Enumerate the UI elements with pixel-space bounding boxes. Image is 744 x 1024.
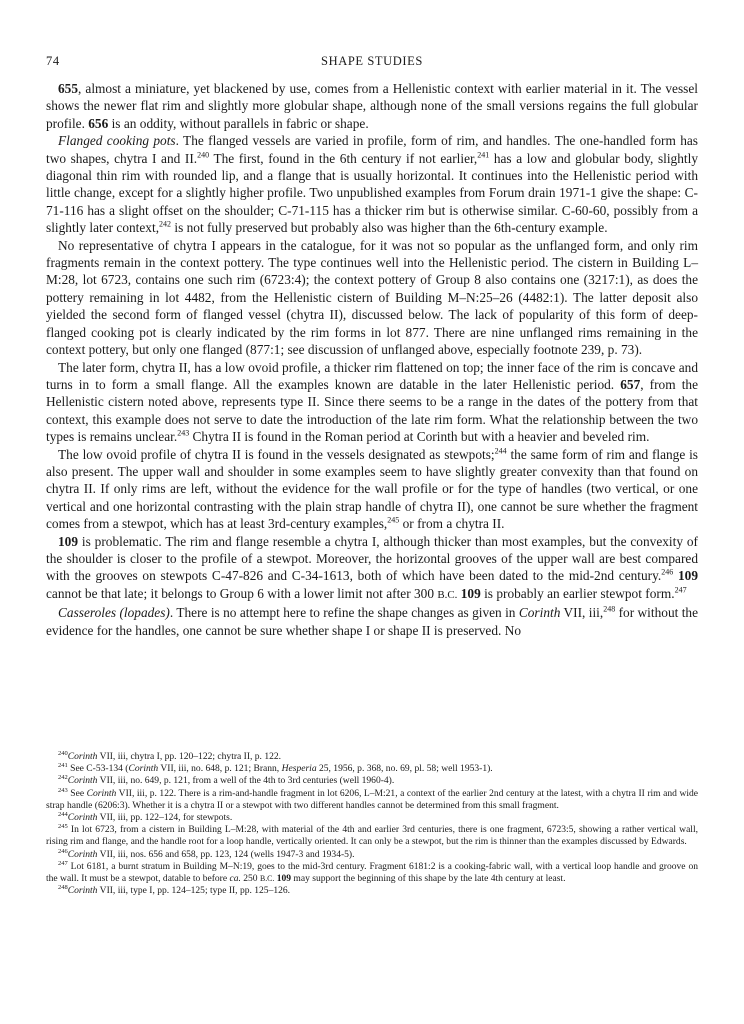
footnote-242: $^{242}$Corinth VII, iii, no. 649, p. 121, from a well of the 4th to 3rd centuries (well 1960-4). [58, 774, 395, 787]
paragraph-stewpots: The low ovoid profile of chytra II is found in the vessels designated as stewpots;$^{244}$ the same form of rim and flange is also present. The upper wall and shoulder in some examples seem to have slightly greater convexity than that found on chytra II. If only rims are left, without the evidence for the wall profile or for the type of handles (two vertical, or one vertical and one horizontal contrasting with the plain strap handle of chytra II), one cannot be sure whether the fragment comes from a stewpot, which has at least 3rd-century examples,$^{245}$ or from a chytra II. [46, 446, 699, 532]
paragraph-109: 109 is problematic. The rim and flange resemble a chytra I, although thicker than most examples, but the convexity of the shoulder is closer to the profile of a stewpot. Moreover, the horizontal grooves of the upper wall are best compared with the grooves on stewpots C-47-826 and C-34-1613, both of which have been dated to the mid-2nd century.$^{246}$ 109 cannot be that late; it belongs to Group 6 with a lower limit not after 300 B.C. 109 is probably an earlier stewpot form.$^{247}$ [46, 533, 699, 601]
footnote-240: $^{240}$Corinth VII, iii, chytra I, pp. 120–122; chytra II, p. 122. [58, 749, 282, 762]
section-heading: Casseroles (lopades) [58, 605, 170, 621]
footnotes [46, 751, 698, 897]
catalogue-ref: 657 [620, 376, 641, 392]
footnote-ref[interactable]: 244 [494, 446, 507, 456]
footnote-ref[interactable]: 241 [477, 150, 490, 160]
footnote-ref[interactable]: 245 [387, 515, 400, 525]
paragraph-flanged-cooking-pots: Flanged cooking pots. The flanged vessels are varied in profile, form of rim, and handles. The one-handled form has two shapes, chytra I and II.$^{240}$ The first, found in the 6th century if not earlier,$^{241}$ has a low and globular body, slightly diagonal thin rim with rounded lip, and a flange that is usually horizontal. It continues into the Hellenistic period with little change, except for a slightly higher profile. Two unpublished examples from Forum drain 1971-1 give the shape: C-71-116 has a slight offset on the shoulder; C-71-115 has a thicker rim but is otherwise similar. C-60-60, possibly from a slightly later context,$^{242}$ is not fully preserved but probably also was higher than the 6th-century example. [46, 133, 699, 236]
catalogue-ref: 656 [88, 115, 109, 131]
catalogue-ref: 655 [58, 81, 79, 96]
running-header [46, 54, 698, 76]
catalogue-ref: 109 [58, 533, 79, 549]
paragraph-chytra-i: No representative of chytra I appears in the catalogue, for it was not so popular as the unflanged form, and only rim fragments remain in the context pottery. The type continues well into the Hellenistic period. The cistern in Building L–M:28, lot 6723, contains one such rim (6723:4); the context pottery of Group 8 also contains one (3217:1), as does the pottery remaining in lot 4482, from the Hellenistic cistern of Building M–N:25–26 (4482:1). The latter deposit also yielded the second form of flanged vessel (chytra II), discussed below. The lack of popularity of this form of deep-flanged cooking pot is clearly indicated by the rim forms in lot 877. There are nine unflanged rims remaining in the context pottery, but only one flanged (877:1; see discussion of unflanged above, especially footnote 239, p. 73). [46, 237, 698, 358]
footnote-243: $^{243}$ See Corinth VII, iii, p. 122. There is a rim-and-handle fragment in lot 6206, L–M:21, a context of the earlier 2nd century at the latest, with a chytra II rim and wide strap handle (6206:3). Whether it is a chytra II or a stewpot with two different handles cannot be determined from this small fragment. [46, 786, 699, 811]
footnote-ref[interactable]: 243 [177, 428, 190, 438]
paragraph-chytra-ii: The later form, chytra II, has a low ovoid profile, a thicker rim flattened on top; the inner face of the rim is concave and turns in to form a small flange. All the examples known are datable in the later Hellenistic period. 657, from the Hellenistic cistern noted above, represents type II. Since there seems to be a range in the dates of the pottery from that context, this example does not serve to date the introduction of the late rim form. What the relationship between the two types is remains unclear.$^{243}$ Chytra II is found in the Roman period at Corinth but with a heavier and beveled rim. [46, 359, 699, 445]
footnote-248: $^{248}$Corinth VII, iii, type I, pp. 124–125; type II, pp. 125–126. [58, 884, 291, 897]
footnote-246: $^{246}$Corinth VII, iii, nos. 656 and 658, pp. 123, 124 (wells 1947-3 and 1934-5). [58, 847, 355, 860]
catalogue-ref: 109 [460, 585, 481, 601]
page [46, 54, 698, 639]
footnote-ref[interactable]: 247 [674, 585, 687, 595]
paragraph-casseroles: Casseroles (lopades). There is no attempt here to refine the shape changes as given in Corinth VII, iii,$^{248}$ for without the evidence for the handles, one cannot be sure whether shape I or shape II is preserved. No [46, 604, 698, 638]
body-text [46, 80, 698, 639]
footnote-ref[interactable]: 240 [197, 150, 210, 160]
footnote-247: $^{247}$ Lot 6181, a burnt stratum in Building M–N:19, goes to the mid-3rd century. Fragment 6181:2 is a cooking-fabric wall, with a vertical loop handle and groove on the wall. It must be a stewpot, datable to before ca. 250 B.C. 109 may support the beginning of this shape by the late 4th century at least. [46, 859, 698, 885]
era-abbreviation: B.C. [437, 588, 458, 601]
footnote-ref[interactable]: 242 [159, 219, 172, 229]
section-heading: Flanged cooking pots [58, 133, 176, 149]
footnote-ref[interactable]: 248 [603, 604, 616, 614]
footnote-ref[interactable]: 246 [661, 567, 674, 577]
footnote-245: $^{245}$ In lot 6723, from a cistern in Building L–M:28, with material of the 4th and earlier 3rd centuries, there is one fragment, 6723:5, showing a rather vertical wall, rising rim and flange, and the handle root for a loop handle, vertically oriented. It can only be a stewpot, but the rim is thinner than the examples discussed by Edwards. [46, 823, 698, 848]
catalogue-ref: 109 [678, 568, 699, 584]
running-title: SHAPE STUDIES [321, 54, 423, 68]
footnote-244: $^{244}$Corinth VII, iii, pp. 122–124, for stewpots. [58, 810, 233, 824]
footnote-241: $^{241}$ See C-53-134 (Corinth VII, iii, no. 648, p. 121; Brann, Hesperia 25, 1956, p. 368, no. 69, pl. 58; well 1953-1). [58, 762, 493, 775]
page-number: 74 [46, 54, 60, 68]
paragraph-655: 655, almost a miniature, yet blackened by use, comes from a Hellenistic context with earlier material in it. The vessel shows the newer flat rim and slightly more globular shape, although none of the small versions regains the full globular profile. 656 is an oddity, without parallels in fabric or shape. [46, 81, 698, 131]
